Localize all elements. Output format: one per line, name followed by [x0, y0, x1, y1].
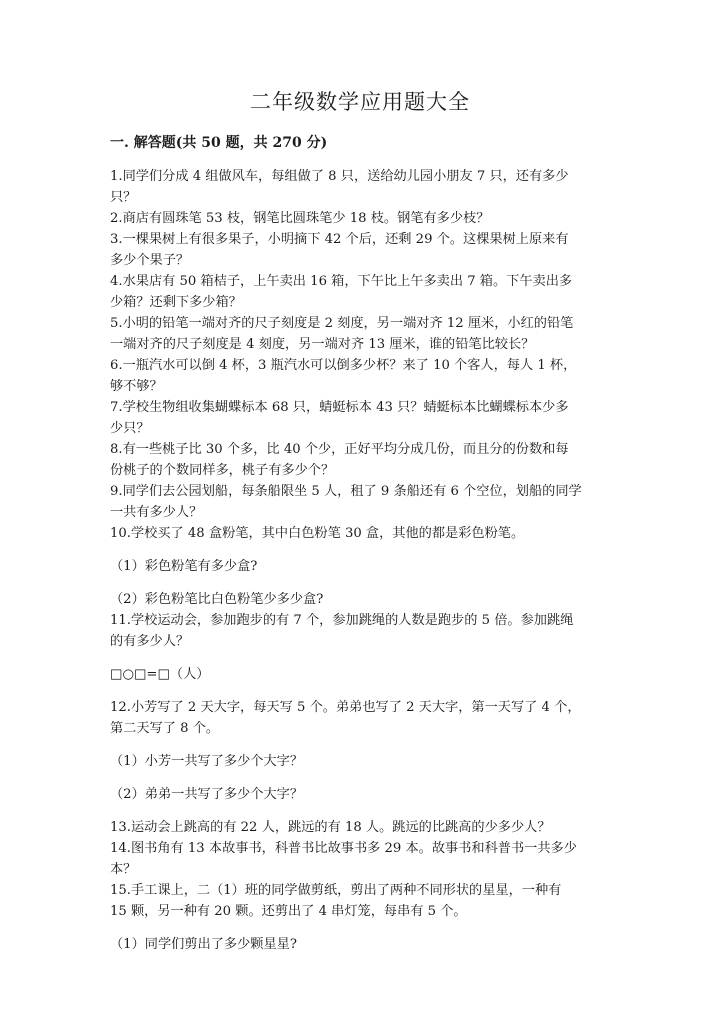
text-line: 第二天写了 8 个。 — [110, 721, 220, 736]
text-line: 9.同学们去公园划船，每条船限坐 5 人，租了 9 条船还有 6 个空位，划船的同学 — [110, 484, 582, 499]
section-heading: 一. 解答题(共 50 题，共 270 分) — [110, 135, 328, 151]
paragraph-gap — [110, 652, 612, 664]
text-line: 只？ — [110, 190, 137, 205]
text-line: 11.学校运动会，参加跑步的有 7 个，参加跳绳的人数是跑步的 5 倍。参加跳绳 — [110, 613, 574, 628]
text-line: 6.一瓶汽水可以倒 4 杯，3 瓶汽水可以倒多少杯？来了 10 个客人，每人 1 杯， — [110, 358, 577, 373]
text-line: （1）彩色粉笔有多少盒? — [110, 559, 258, 574]
text-line: 多少个果子？ — [110, 253, 190, 268]
problem-list — [110, 166, 612, 955]
text-line: 15 颗，另一种有 20 颗。还剪出了 4 串灯笼，每串有 5 个。 — [110, 904, 467, 919]
text-line: 份桃子的个数同样多，桃子有多少个？ — [110, 463, 335, 478]
text-line: 够不够？ — [110, 379, 163, 394]
text-line: 8.有一些桃子比 30 个多，比 40 个少，正好平均分成几份，而且分的份数和每 — [110, 442, 569, 457]
paragraph-gap — [110, 739, 612, 751]
text-line: 3.一棵果树上有很多果子，小明摘下 42 个后，还剩 29 个。这棵果树上原来有 — [110, 232, 569, 247]
paragraph-gap — [110, 577, 612, 589]
text-line: 10.学校买了 48 盒粉笔，其中白色粉笔 30 盒，其他的都是彩色粉笔。 — [110, 526, 525, 541]
paragraph-gap — [110, 772, 612, 784]
text-line: （2）彩色粉笔比白色粉笔少多少盒? — [110, 592, 324, 607]
paragraph-gap — [110, 685, 612, 697]
text-line: （1）小芳一共写了多少个大字？ — [110, 754, 304, 769]
text-line: 5.小明的铅笔一端对齐的尺子刻度是 2 刻度，另一端对齐 12 厘米，小红的铅笔 — [110, 316, 574, 331]
paragraph-gap — [110, 805, 612, 817]
text-line: 13.运动会上跳高的有 22 人，跳远的有 18 人。跳远的比跳高的少多少人？ — [110, 820, 551, 835]
text-line: 一共有多少人？ — [110, 505, 203, 520]
text-line: 少箱？还剩下多少箱？ — [110, 295, 242, 310]
text-line: 一端对齐的尺子刻度是 4 刻度，另一端对齐 13 厘米，谁的铅笔比较长？ — [110, 337, 535, 352]
text-line: 7.学校生物组收集蝴蝶标本 68 只，蜻蜓标本 43 只？蜻蜓标本比蝴蝶标本少多 — [110, 400, 569, 415]
document-title: 二年级数学应用题大全 — [250, 90, 470, 114]
text-line: 12.小芳写了 2 天大字，每天写 5 个。弟弟也写了 2 天大字，第一天写了 4 个， — [110, 700, 581, 715]
paragraph-gap — [110, 922, 612, 934]
text-line: 14.图书角有 13 本故事书，科普书比故事书多 29 本。故事书和科普书一共多少 — [110, 841, 577, 856]
text-line: 本？ — [110, 862, 137, 877]
text-line: 1.同学们分成 4 组做风车，每组做了 8 只，送给幼儿园小朋友 7 只，还有多少 — [110, 169, 569, 184]
paragraph-gap — [110, 544, 612, 556]
text-line: （1）同学们剪出了多少颗星星? — [110, 937, 297, 952]
text-line: 的有多少人？ — [110, 634, 190, 649]
text-line: 少只？ — [110, 421, 150, 436]
text-line: 4.水果店有 50 箱桔子，上午卖出 16 箱，下午比上午多卖出 7 箱。下午卖出多 — [110, 274, 573, 289]
text-line: □○□=□（人） — [110, 667, 210, 682]
text-line: 2.商店有圆珠笔 53 枝，钢笔比圆珠笔少 18 枝。钢笔有多少枝？ — [110, 211, 490, 226]
text-line: （2）弟弟一共写了多少个大字？ — [110, 787, 304, 802]
text-line: 15.手工课上，二（1）班的同学做剪纸，剪出了两种不同形状的星星，一种有 — [110, 883, 562, 898]
